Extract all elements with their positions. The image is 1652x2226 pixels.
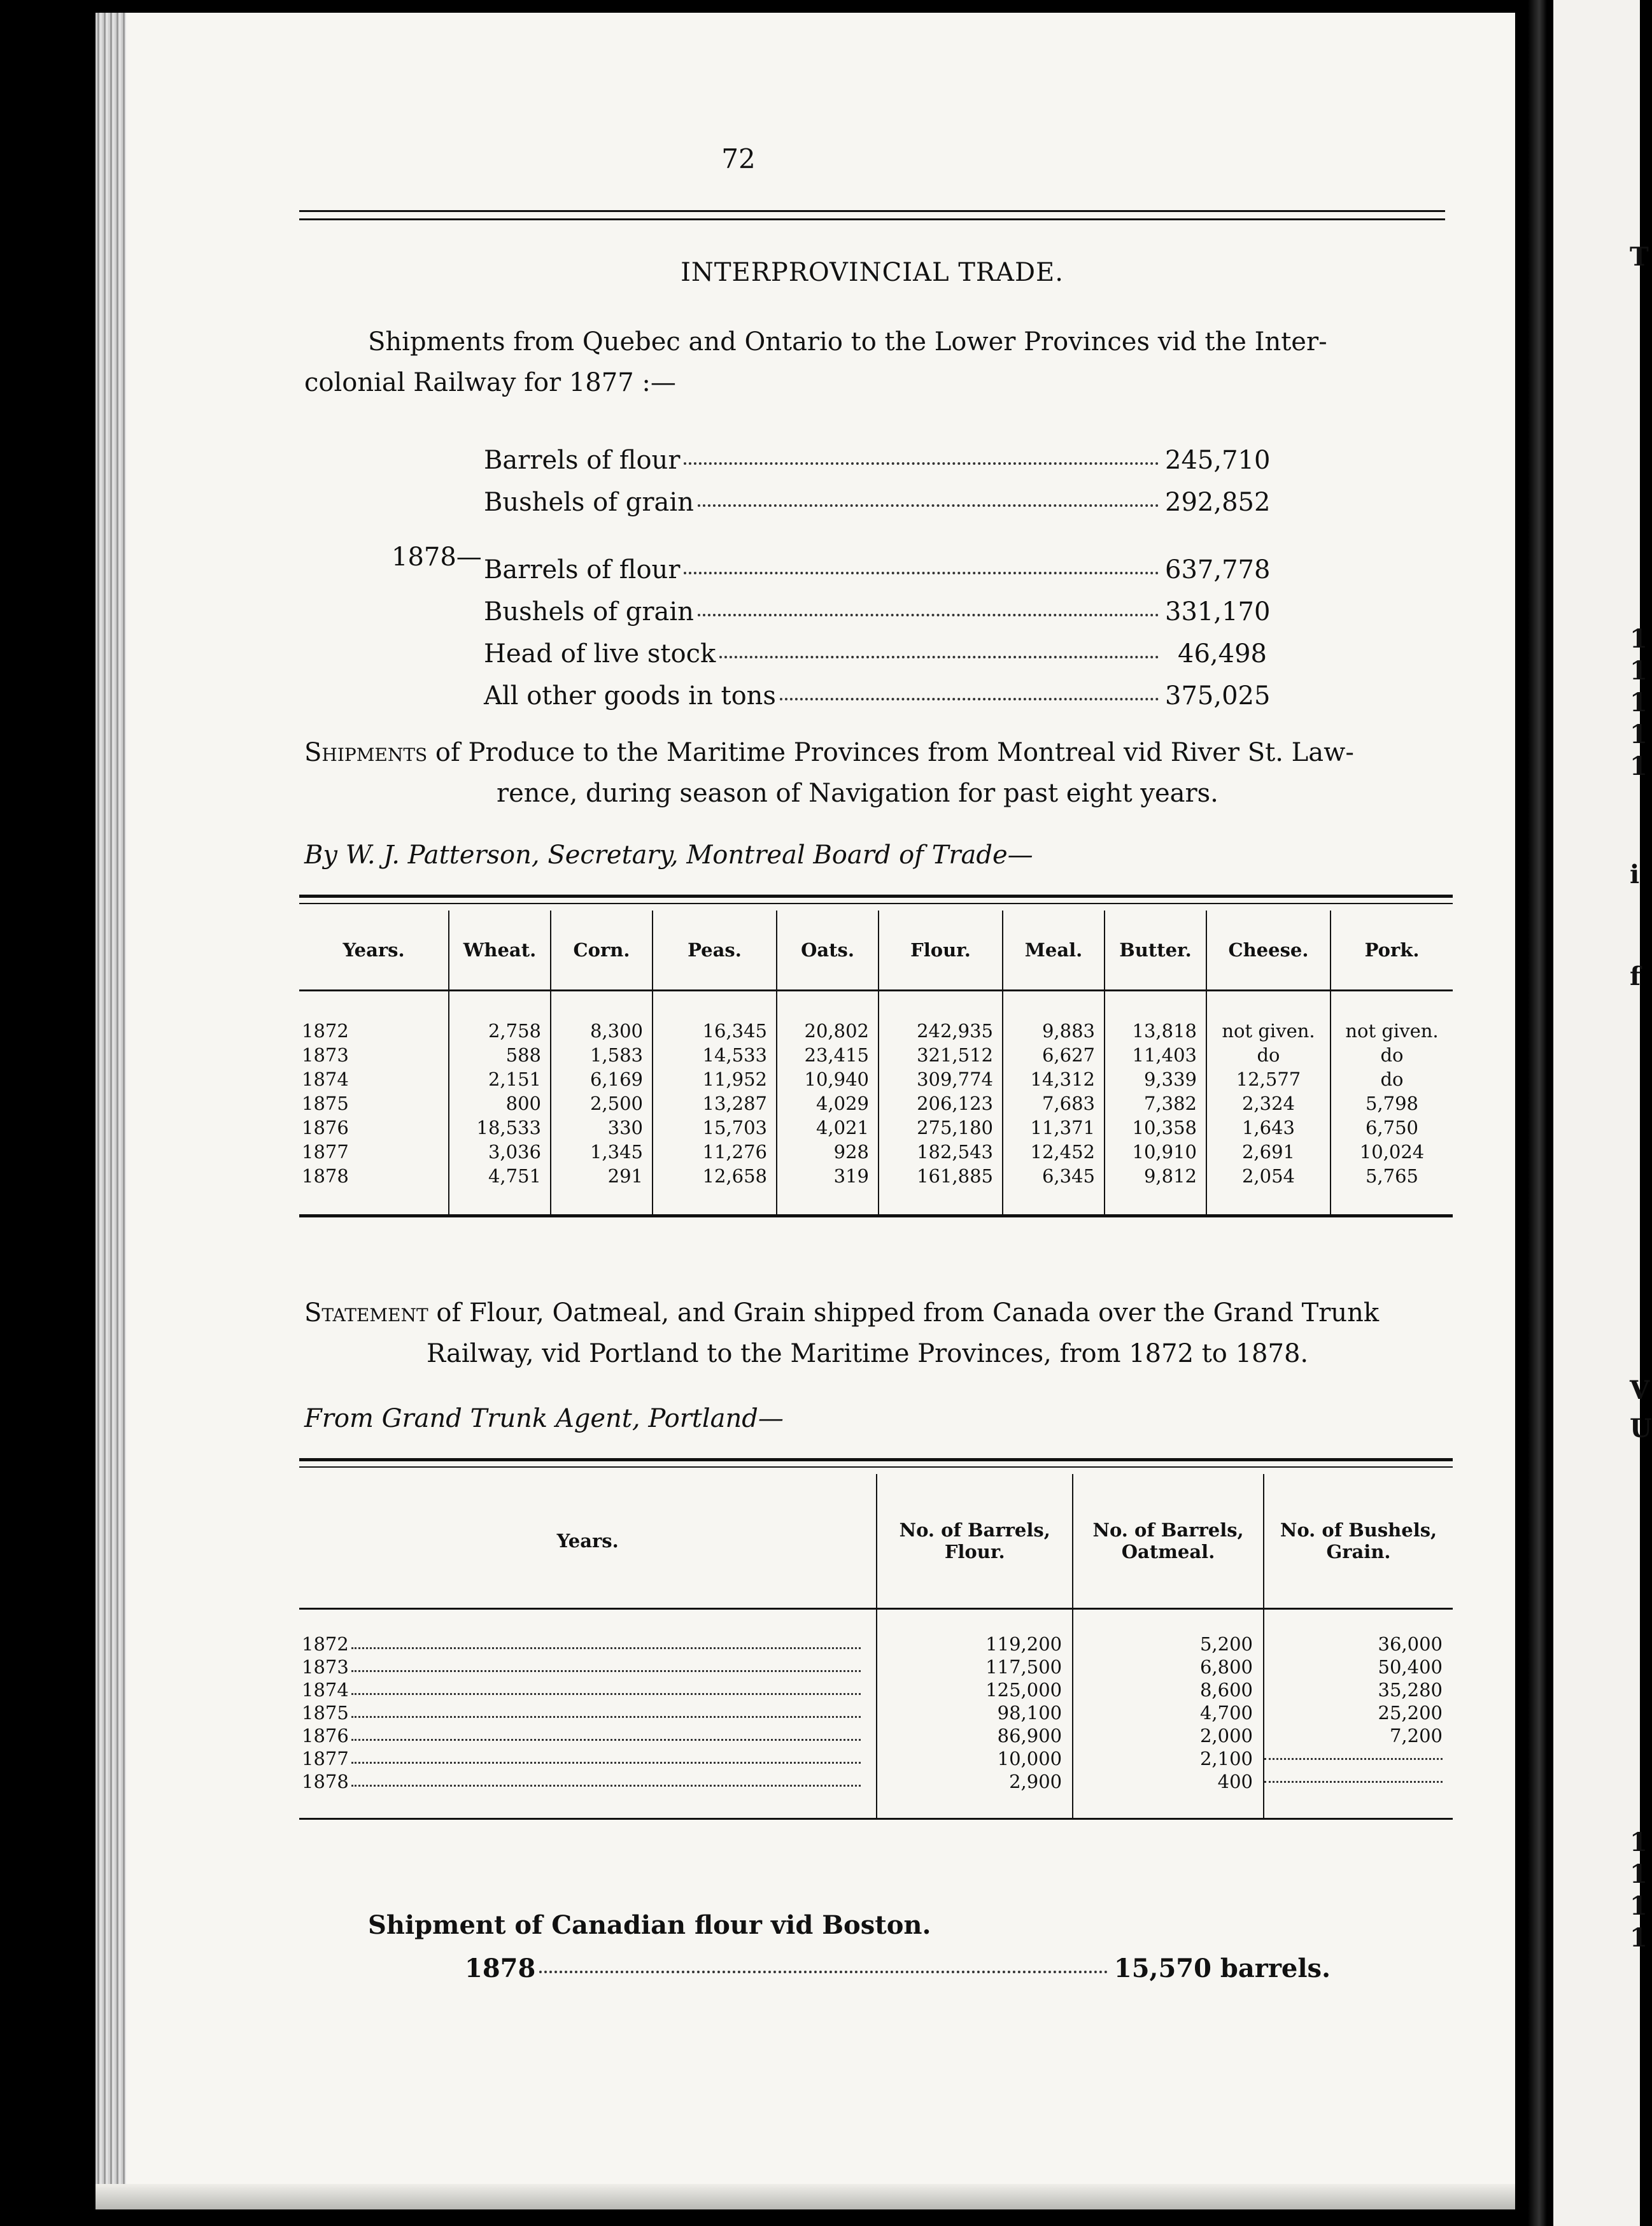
table-cell: 10,358 bbox=[1105, 1116, 1206, 1140]
statement-line-1: of Produce to the Maritime Provinces from Montreal vid River St. Law- bbox=[427, 738, 1354, 767]
facing-page-glyph: 1 bbox=[1630, 1891, 1648, 1921]
list-item-label: Barrels of flour bbox=[484, 555, 681, 585]
table-cell: 18,533 bbox=[449, 1116, 551, 1140]
column-header: Cheese. bbox=[1206, 911, 1331, 991]
table-cell: 20,802 bbox=[777, 1019, 879, 1043]
table-cell: not given. bbox=[1331, 1019, 1453, 1043]
table-cell: 6,345 bbox=[1003, 1164, 1105, 1188]
year-label: 1873 bbox=[302, 1656, 349, 1678]
table-cell: do bbox=[1331, 1067, 1453, 1091]
table-cell: 12,452 bbox=[1003, 1140, 1105, 1164]
list-item-label: Head of live stock bbox=[484, 639, 716, 669]
table-row bbox=[299, 1043, 1453, 1067]
table-cell: 1872 bbox=[302, 1019, 349, 1042]
table-cell: 10,000 bbox=[877, 1747, 1073, 1770]
page-edge-left bbox=[95, 13, 126, 2209]
table-cell: 1877 bbox=[302, 1140, 349, 1163]
table-row bbox=[299, 1116, 1453, 1140]
table-cell: 50,400 bbox=[1264, 1655, 1453, 1678]
list-item-value: 46,498 bbox=[1178, 639, 1267, 669]
facing-page-glyph: 1 bbox=[1630, 624, 1648, 654]
table-cell: 36,000 bbox=[1264, 1633, 1453, 1655]
year-label: 1878 bbox=[302, 1771, 349, 1792]
table-row bbox=[299, 1140, 1453, 1164]
table-cell: 10,024 bbox=[1331, 1140, 1453, 1164]
intro-line-1: Shipments from Quebec and Ontario to the Lower Provinces vid the Inter- bbox=[368, 327, 1327, 357]
facing-page-glyph: V bbox=[1630, 1375, 1650, 1405]
column-header: Pork. bbox=[1331, 911, 1453, 991]
table-cell: 7,382 bbox=[1105, 1091, 1206, 1116]
table-cell: 3,036 bbox=[449, 1140, 551, 1164]
list-item-label: Bushels of grain bbox=[484, 597, 694, 627]
facing-page-glyph: T bbox=[1630, 242, 1649, 272]
table-cell: 6,800 bbox=[1073, 1655, 1264, 1678]
shipments-1878-list bbox=[484, 542, 1271, 711]
list-item-value: 637,778 bbox=[1165, 555, 1271, 585]
table-cell: 321,512 bbox=[879, 1043, 1003, 1067]
year-label: 1872 bbox=[302, 1633, 349, 1655]
intro-paragraph bbox=[304, 322, 1450, 403]
page-title: INTERPROVINCIAL TRADE. bbox=[681, 258, 1064, 287]
table-cell: 11,371 bbox=[1003, 1116, 1105, 1140]
column-header: Oats. bbox=[777, 911, 879, 991]
boston-row bbox=[465, 1953, 1331, 1983]
table-cell: 7,200 bbox=[1264, 1724, 1453, 1747]
table-cell: 242,935 bbox=[879, 1019, 1003, 1043]
column-header: No. of Bushels, Grain. bbox=[1264, 1474, 1453, 1609]
table-cell: 291 bbox=[551, 1164, 653, 1188]
byline-grand-trunk: From Grand Trunk Agent, Portland— bbox=[304, 1404, 784, 1433]
table-cell: 11,276 bbox=[653, 1140, 777, 1164]
facing-page-glyph: i bbox=[1630, 860, 1640, 890]
table-cell: 12,658 bbox=[653, 1164, 777, 1188]
list-item-value: 245,710 bbox=[1165, 446, 1271, 475]
statement-montreal bbox=[304, 732, 1450, 814]
list-item bbox=[484, 669, 1271, 711]
table-cell: 330 bbox=[551, 1116, 653, 1140]
table-cell: 13,287 bbox=[653, 1091, 777, 1116]
table-row bbox=[299, 1655, 1453, 1678]
list-item bbox=[484, 433, 1271, 475]
table-cell: 16,345 bbox=[653, 1019, 777, 1043]
table-row bbox=[299, 1724, 1453, 1747]
list-item bbox=[484, 627, 1267, 669]
table-cell: 119,200 bbox=[877, 1633, 1073, 1655]
boston-year: 1878 bbox=[465, 1953, 536, 1983]
statement-grand-trunk bbox=[304, 1293, 1450, 1374]
table-row bbox=[299, 1747, 1453, 1770]
header-rule bbox=[299, 210, 1445, 220]
table-cell: 2,000 bbox=[1073, 1724, 1264, 1747]
table-row bbox=[299, 1019, 1453, 1043]
table-cell-year bbox=[299, 1655, 877, 1678]
table-cell: 4,700 bbox=[1073, 1701, 1264, 1724]
table-cell: 125,000 bbox=[877, 1678, 1073, 1701]
table-cell: 4,751 bbox=[449, 1164, 551, 1188]
book-gutter bbox=[1528, 0, 1547, 2226]
table-cell: 4,029 bbox=[777, 1091, 879, 1116]
table-cell: 1,345 bbox=[551, 1140, 653, 1164]
table-cell: 5,200 bbox=[1073, 1633, 1264, 1655]
table-cell-year bbox=[299, 1701, 877, 1724]
table-cell: 319 bbox=[777, 1164, 879, 1188]
facing-page-glyph: 1 bbox=[1630, 1923, 1648, 1953]
table-cell: 23,415 bbox=[777, 1043, 879, 1067]
column-header: Years. bbox=[342, 939, 405, 961]
table-cell: 2,100 bbox=[1073, 1747, 1264, 1770]
table-cell-year bbox=[299, 1724, 877, 1747]
table-cell bbox=[1264, 1747, 1453, 1770]
shipments-1877-list bbox=[484, 433, 1271, 517]
table-cell: not given. bbox=[1206, 1019, 1331, 1043]
table-row bbox=[299, 1678, 1453, 1701]
facing-page-strip bbox=[1553, 0, 1652, 2226]
list-item bbox=[484, 475, 1271, 517]
table-cell: 8,600 bbox=[1073, 1678, 1264, 1701]
table-cell bbox=[1264, 1770, 1453, 1793]
statement-lead: Statement bbox=[304, 1298, 428, 1328]
column-header: Flour. bbox=[879, 911, 1003, 991]
table-cell: 6,627 bbox=[1003, 1043, 1105, 1067]
table-row bbox=[299, 1633, 1453, 1655]
table-cell: 8,300 bbox=[551, 1019, 653, 1043]
facing-page-glyph: 1 bbox=[1630, 656, 1648, 686]
table-cell: 117,500 bbox=[877, 1655, 1073, 1678]
table-cell: do bbox=[1331, 1043, 1453, 1067]
table-cell: 5,798 bbox=[1331, 1091, 1453, 1116]
list-item-value: 331,170 bbox=[1165, 597, 1271, 627]
table-cell: 12,577 bbox=[1206, 1067, 1331, 1091]
table-cell: 9,883 bbox=[1003, 1019, 1105, 1043]
table-cell: 2,151 bbox=[449, 1067, 551, 1091]
column-header: Peas. bbox=[653, 911, 777, 991]
table-cell: 2,758 bbox=[449, 1019, 551, 1043]
table-cell: 86,900 bbox=[877, 1724, 1073, 1747]
table-cell: 6,750 bbox=[1331, 1116, 1453, 1140]
table-cell: 13,818 bbox=[1105, 1019, 1206, 1043]
table-cell: 1876 bbox=[302, 1116, 349, 1138]
intro-line-2: colonial Railway for 1877 :— bbox=[304, 368, 676, 397]
table-cell-year bbox=[299, 1770, 877, 1793]
table-cell: 2,500 bbox=[551, 1091, 653, 1116]
table-cell: 588 bbox=[449, 1043, 551, 1067]
table-row bbox=[299, 1770, 1453, 1793]
table-cell: 1,643 bbox=[1206, 1116, 1331, 1140]
table-cell: 1874 bbox=[302, 1068, 349, 1090]
table-cell: 11,403 bbox=[1105, 1043, 1206, 1067]
column-header: Meal. bbox=[1003, 911, 1105, 991]
table-cell: 9,339 bbox=[1105, 1067, 1206, 1091]
table-cell: 5,765 bbox=[1331, 1164, 1453, 1188]
table-cell: 800 bbox=[449, 1091, 551, 1116]
table-cell: 275,180 bbox=[879, 1116, 1003, 1140]
table-cell: 161,885 bbox=[879, 1164, 1003, 1188]
column-header: Butter. bbox=[1105, 911, 1206, 991]
year-label: 1877 bbox=[302, 1748, 349, 1769]
table-cell: 98,100 bbox=[877, 1701, 1073, 1724]
list-item-label: Barrels of flour bbox=[484, 446, 681, 475]
facing-page-glyph: 1 bbox=[1630, 751, 1648, 781]
table-cell: 2,691 bbox=[1206, 1140, 1331, 1164]
year-label: 1874 bbox=[302, 1679, 349, 1701]
statement-line-2: rence, during season of Navigation for past eight years. bbox=[497, 779, 1218, 808]
facing-page-glyph: U bbox=[1630, 1414, 1652, 1443]
facing-page-glyph: 1 bbox=[1630, 720, 1648, 749]
table-row bbox=[299, 1067, 1453, 1091]
table-cell: 400 bbox=[1073, 1770, 1264, 1793]
table-cell: 206,123 bbox=[879, 1091, 1003, 1116]
table-cell: 14,533 bbox=[653, 1043, 777, 1067]
list-item-value: 375,025 bbox=[1165, 681, 1271, 711]
facing-page-glyph: f bbox=[1630, 961, 1641, 991]
table-cell: 1875 bbox=[302, 1092, 349, 1114]
table-cell: do bbox=[1206, 1043, 1331, 1067]
boston-title: Shipment of Canadian flour vid Boston. bbox=[368, 1910, 931, 1940]
facing-page-glyph: 1 bbox=[1630, 688, 1648, 718]
statement-line-2: Railway, vid Portland to the Maritime Provinces, from 1872 to 1878. bbox=[427, 1339, 1309, 1368]
list-item-label: All other goods in tons bbox=[484, 681, 776, 711]
list-item-value: 292,852 bbox=[1165, 488, 1271, 517]
column-header: No. of Barrels, Flour. bbox=[877, 1474, 1073, 1609]
grand-trunk-table bbox=[299, 1474, 1453, 1820]
column-header: Wheat. bbox=[449, 911, 551, 991]
table-cell: 309,774 bbox=[879, 1067, 1003, 1091]
table-cell: 35,280 bbox=[1264, 1678, 1453, 1701]
table-cell: 15,703 bbox=[653, 1116, 777, 1140]
boston-value: 15,570 barrels. bbox=[1113, 1953, 1331, 1983]
list-item bbox=[484, 585, 1271, 627]
table1-top-rule bbox=[299, 895, 1453, 904]
column-header: Years. bbox=[556, 1530, 619, 1552]
table-cell: 6,169 bbox=[551, 1067, 653, 1091]
table-cell: 1878 bbox=[302, 1165, 349, 1187]
statement-line-1: of Flour, Oatmeal, and Grain shipped from Canada over the Grand Trunk bbox=[428, 1298, 1380, 1328]
table-cell: 14,312 bbox=[1003, 1067, 1105, 1091]
year-1878-label: 1878— bbox=[392, 542, 482, 572]
facing-page-glyph: 1 bbox=[1630, 1859, 1648, 1889]
montreal-shipments-table bbox=[299, 911, 1453, 1217]
table-cell: 9,812 bbox=[1105, 1164, 1206, 1188]
statement-lead: Shipments bbox=[304, 738, 428, 767]
table-cell: 2,054 bbox=[1206, 1164, 1331, 1188]
table-cell: 2,324 bbox=[1206, 1091, 1331, 1116]
table-cell: 7,683 bbox=[1003, 1091, 1105, 1116]
table-cell: 11,952 bbox=[653, 1067, 777, 1091]
list-item bbox=[484, 542, 1271, 585]
year-label: 1875 bbox=[302, 1702, 349, 1724]
table-cell: 928 bbox=[777, 1140, 879, 1164]
table-cell: 10,910 bbox=[1105, 1140, 1206, 1164]
column-header: No. of Barrels, Oatmeal. bbox=[1073, 1474, 1264, 1609]
table-cell: 10,940 bbox=[777, 1067, 879, 1091]
table-cell-year bbox=[299, 1747, 877, 1770]
table-cell-year bbox=[299, 1678, 877, 1701]
table-cell: 4,021 bbox=[777, 1116, 879, 1140]
table-cell: 1873 bbox=[302, 1044, 349, 1066]
byline-patterson: By W. J. Patterson, Secretary, Montreal Board of Trade— bbox=[304, 840, 1033, 870]
page-number: 72 bbox=[721, 143, 756, 174]
list-item-label: Bushels of grain bbox=[484, 488, 694, 517]
table-cell: 2,900 bbox=[877, 1770, 1073, 1793]
column-header: Corn. bbox=[551, 911, 653, 991]
year-label: 1876 bbox=[302, 1725, 349, 1747]
table-cell: 182,543 bbox=[879, 1140, 1003, 1164]
facing-page-glyph: 1 bbox=[1630, 1827, 1648, 1857]
table-row bbox=[299, 1164, 1453, 1188]
table-row bbox=[299, 1091, 1453, 1116]
table-row bbox=[299, 1701, 1453, 1724]
page-edge-bottom bbox=[95, 2184, 1515, 2209]
table-cell: 25,200 bbox=[1264, 1701, 1453, 1724]
table-cell-year bbox=[299, 1633, 877, 1655]
table-cell: 1,583 bbox=[551, 1043, 653, 1067]
table2-top-rule bbox=[299, 1458, 1453, 1468]
